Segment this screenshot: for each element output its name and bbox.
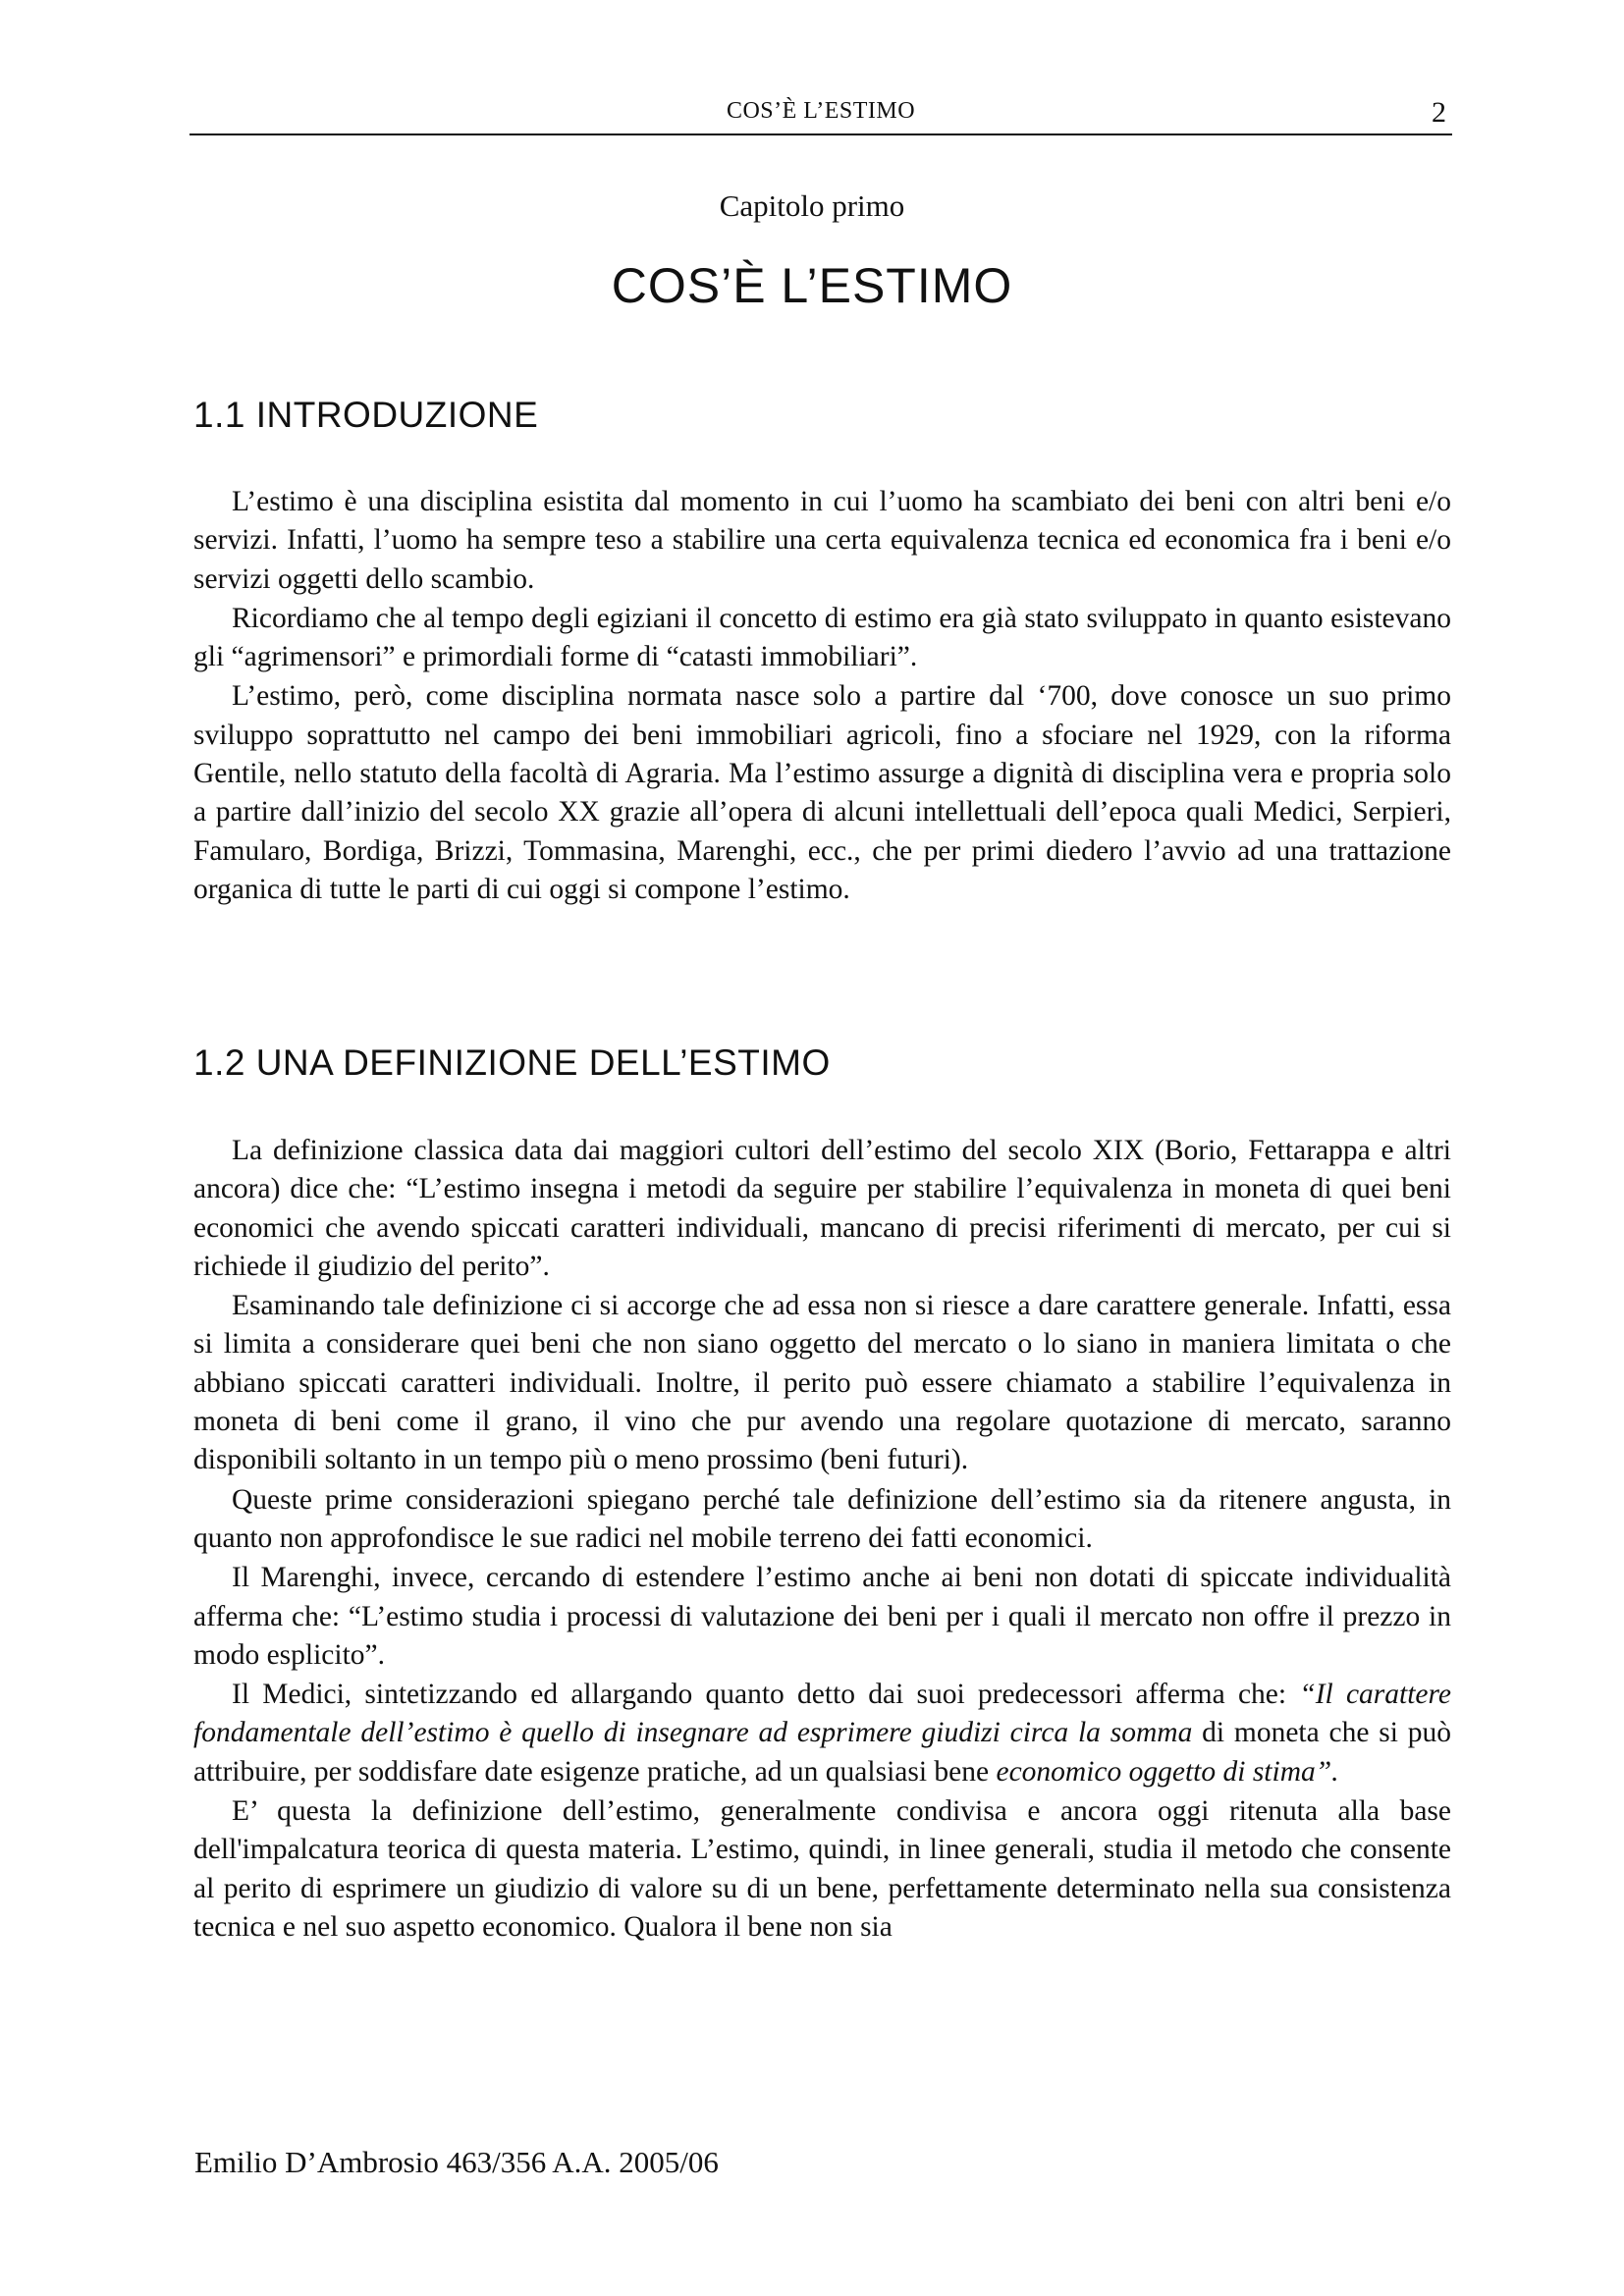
paragraph: Il Marenghi, invece, cercando di estendere l’estimo anche ai beni non dotati di spiccate individualità afferma che: “L’estimo studia i processi di valutazione dei beni per i quali il mercato non offre il prezzo in modo esplicito”.	[193, 1562, 1451, 1671]
section-heading-introduzione: 1.1 INTRODUZIONE	[193, 395, 539, 435]
paragraph: L’estimo, però, come disciplina normata nasce solo a partire dal ‘700, dove conosce un suo primo sviluppo soprattutto nel campo dei beni immobiliari agricoli, fino a sfociare nel 1929, con la riforma Gentile, nello statuto della facoltà di Agraria. Ma l’estimo assurge a dignità di disciplina vera e propria solo a partire dall’inizio del secolo XX grazie all’opera di alcuni intellettuali dell’epoca quali Medici, Serpieri, Famularo, Bordiga, Brizzi, Tommasina, Marenghi, ecc., che per primi diedero l’avvio ad una trattazione organica di tutte le parti di cui oggi si compone l’estimo.	[193, 680, 1451, 905]
medici-quote: “Il carattere fondamentale dell’estimo è quello di insegnare ad esprimere giudizi circa la somma	[193, 1679, 1452, 1749]
medici-lead: Il Medici, sintetizzando ed allargando quanto detto dai suoi predecessori afferma che:	[232, 1679, 1300, 1711]
paragraph-medici	[193, 1676, 1451, 1791]
section-heading-definizione: 1.2 UNA DEFINIZIONE DELL’ESTIMO	[193, 1042, 831, 1083]
medici-middle: di moneta che si può attribuire, per soddisfare date esigenze pratiche, ad un qualsiasi bene	[193, 1717, 1452, 1788]
paragraph: Queste prime considerazioni spiegano perché tale definizione dell’estimo sia da ritenere angusta, in quanto non approfondisce le sue radici nel mobile terreno dei fatti economici.	[193, 1483, 1451, 1554]
chapter-title: COS’È L’ESTIMO	[611, 258, 1013, 313]
paragraph: L’estimo è una disciplina esistita dal momento in cui l’uomo ha scambiato dei beni con altri beni e/o servizi. Infatti, l’uomo ha sempre teso a stabilire una certa equivalenza tecnica ed economica fra i beni e/o servizi oggetti dello scambio.	[193, 486, 1451, 595]
footer-author-line: Emilio D’Ambrosio 463/356 A.A. 2005/06	[194, 2145, 719, 2179]
paragraph: Ricordiamo che al tempo degli egiziani il concetto di estimo era già stato sviluppato in quanto esistevano gli “agrimensori” e primordiali forme di “catasti immobiliari”.	[193, 602, 1451, 673]
section-body-introduzione	[193, 483, 1451, 910]
paragraph: Esaminando tale definizione ci si accorge che ad essa non si riesce a dare carattere generale. Infatti, essa si limita a considerare quei beni che non siano oggetto del mercato o lo siano in maniera limitata o che abbiano spiccati caratteri individuali. Inoltre, il perito può essere chiamato a stabilire l’equivalenza in moneta di beni come il grano, il vino che pur avendo una regolare quotazione di mercato, saranno disponibili soltanto in un tempo più o meno prossimo (beni futuri).	[193, 1290, 1451, 1476]
section-body-definizione	[193, 1132, 1451, 1948]
running-title: COS’È L’ESTIMO	[726, 98, 916, 124]
running-header	[189, 96, 1452, 135]
paragraph: La definizione classica data dai maggiori cultori dell’estimo del secolo XIX (Borio, Fettarappa e altri ancora) dice che: “L’estimo insegna i metodi da seguire per stabilire l’equivalenza in moneta di quei beni economici che avendo spiccati caratteri individuali, mancano di precisi riferimenti di mercato, per cui si richiede il giudizio del perito”.	[193, 1135, 1451, 1282]
chapter-label: Capitolo primo	[719, 188, 905, 223]
medici-quote-end: economico oggetto di stima”.	[996, 1755, 1339, 1788]
page-number: 2	[1432, 96, 1446, 129]
paragraph: E’ questa la definizione dell’estimo, generalmente condivisa e ancora oggi ritenuta alla base dell'impalcatura teorica di questa materia. L’estimo, quindi, in linee generali, studia il metodo che consente al perito di esprimere un giudizio di valore su di un bene, perfettamente determinato nella sua consistenza tecnica e nel suo aspetto economico. Qualora il bene non sia	[193, 1795, 1451, 1943]
